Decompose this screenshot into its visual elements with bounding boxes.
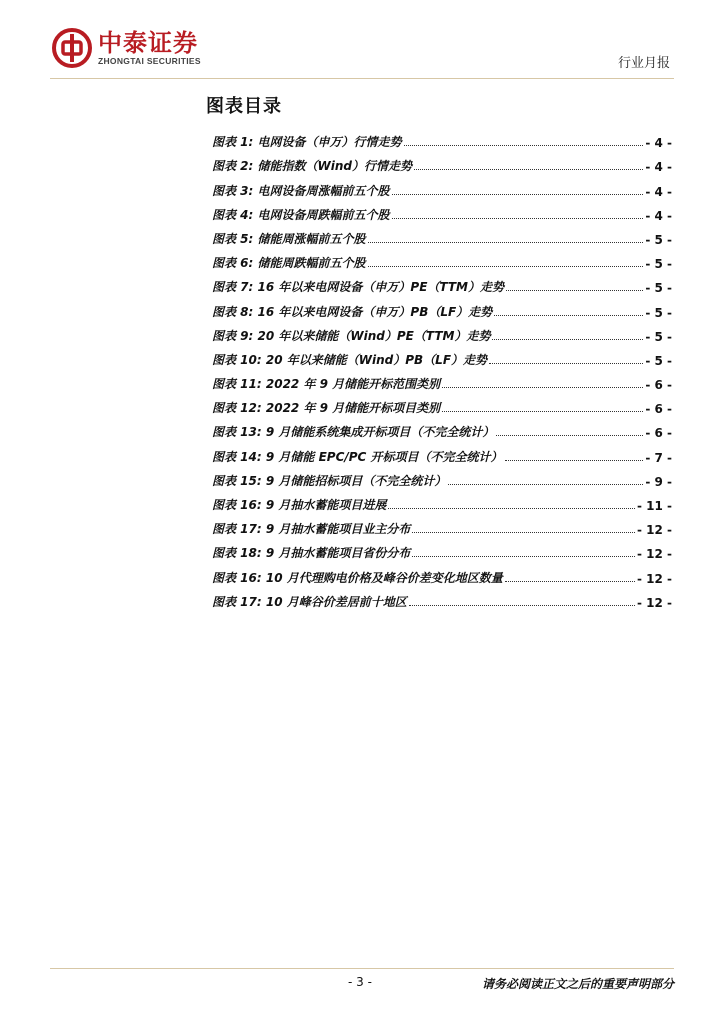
toc-item-text: 2022 年 9 月储能开标范围类别 (265, 377, 441, 392)
toc-item[interactable] (212, 392, 672, 416)
toc-item-text: 16 年以来电网设备（申万）PE（TTM）走势 (257, 280, 504, 295)
toc-item[interactable] (212, 320, 672, 344)
toc-item-label: 图表 1: (212, 135, 254, 150)
toc-item-text: 电网设备周涨幅前五个股 (257, 183, 390, 198)
toc-item-page: - 11 - (636, 499, 672, 513)
toc-item-page: - 4 - (645, 208, 672, 223)
toc-leader (505, 581, 635, 582)
toc-leader (392, 218, 644, 219)
toc-item-label: 图表 8: (212, 304, 254, 319)
toc-leader (489, 363, 643, 364)
toc-leader (442, 411, 643, 412)
toc-item-text: 9 月储能招标项目（不完全统计） (265, 473, 447, 488)
toc-list (212, 126, 672, 610)
toc-leader (412, 556, 635, 557)
toc-item[interactable] (212, 174, 672, 198)
toc-item-text: 储能指数（Wind）行情走势 (257, 159, 412, 174)
toc-item-page: - 12 - (636, 595, 672, 610)
toc-item[interactable] (212, 150, 672, 174)
toc-item-label: 图表 13: (212, 425, 262, 440)
toc-leader (414, 169, 643, 170)
toc-leader (448, 484, 643, 485)
toc-item-page: - 6 - (645, 402, 672, 417)
toc-item-text: 10 月代理购电价格及峰谷价差变化地区数量 (265, 570, 503, 585)
toc-item-page: - 5 - (645, 305, 672, 320)
toc-leader (494, 315, 643, 316)
toc-item-page: - 4 - (645, 136, 672, 151)
toc-item-page: - 4 - (645, 160, 672, 175)
toc-item[interactable] (212, 513, 672, 537)
toc-item-page: - 7 - (645, 450, 672, 465)
toc-item-label: 图表 16: (212, 498, 262, 512)
toc-item-label: 图表 10: (212, 352, 262, 367)
toc-item-label: 图表 9: (212, 328, 254, 343)
toc-item-label: 图表 18: (212, 546, 262, 561)
company-logo (52, 28, 201, 68)
toc-leader (368, 242, 644, 243)
footer-divider (50, 968, 674, 969)
toc-item[interactable] (212, 561, 672, 585)
toc-item-label: 图表 4: (212, 207, 254, 222)
toc-item-label: 图表 17: (212, 522, 262, 537)
toc-item[interactable] (212, 344, 672, 368)
page-header (0, 0, 724, 80)
disclaimer-text: 请务必阅读正文之后的重要声明部分 (481, 977, 674, 991)
toc-item-page: - 5 - (645, 281, 672, 296)
toc-item-label: 图表 5: (212, 231, 254, 246)
toc-item-text: 储能周跌幅前五个股 (257, 256, 366, 271)
toc-item[interactable] (212, 247, 672, 271)
toc-item-page: - 12 - (636, 523, 672, 538)
toc-leader (505, 460, 644, 461)
toc-item-label: 图表 6: (212, 256, 254, 271)
toc-leader (412, 532, 635, 533)
toc-item[interactable] (212, 295, 672, 319)
toc-item-text: 电网设备周跌幅前五个股 (257, 207, 390, 222)
toc-item-text: 9 月储能 EPC/PC 开标项目（不完全统计） (265, 449, 503, 464)
toc-leader (442, 387, 643, 388)
toc-item-label: 图表 2: (212, 159, 254, 174)
toc-item-text: 20 年以来储能（Wind）PB（LF）走势 (265, 352, 488, 367)
toc-item-text: 2022 年 9 月储能开标项目类别 (265, 401, 441, 416)
header-divider (50, 78, 674, 79)
toc-item-text: 9 月储能系统集成开标项目（不完全统计） (265, 425, 495, 440)
toc-leader (492, 339, 643, 340)
toc-item[interactable] (212, 368, 672, 392)
toc-item[interactable] (212, 271, 672, 295)
report-type: 行业月报 (617, 56, 670, 71)
toc-item[interactable] (212, 537, 672, 561)
toc-title: 图表目录 (206, 96, 282, 117)
toc-item-label: 图表 11: (212, 377, 262, 392)
toc-item-label: 图表 16: (212, 570, 262, 585)
toc-item-page: - 5 - (645, 232, 672, 247)
toc-item-page: - 5 - (645, 257, 672, 272)
toc-item[interactable] (212, 586, 672, 610)
toc-leader (404, 145, 644, 146)
toc-item[interactable] (212, 440, 672, 464)
toc-item[interactable] (212, 126, 672, 150)
toc-item-page: - 4 - (645, 184, 672, 199)
toc-item[interactable] (212, 223, 672, 247)
toc-item-page: - 5 - (645, 329, 672, 344)
toc-item-label: 图表 7: (212, 280, 254, 295)
toc-item-page: - 6 - (645, 426, 672, 441)
toc-item[interactable] (212, 416, 672, 440)
toc-item-text: 9 月抽水蓄能项目进展 (265, 498, 387, 512)
toc-leader (368, 266, 644, 267)
toc-item[interactable] (212, 199, 672, 223)
toc-item[interactable] (212, 489, 672, 513)
toc-leader (388, 508, 635, 509)
toc-item-text: 储能周涨幅前五个股 (257, 231, 366, 246)
toc-item[interactable] (212, 465, 672, 489)
toc-item-label: 图表 12: (212, 401, 262, 416)
zhongtai-logo-icon (52, 28, 92, 68)
toc-item-text: 10 月峰谷价差居前十地区 (265, 594, 407, 609)
toc-item-page: - 5 - (645, 353, 672, 368)
toc-item-label: 图表 3: (212, 183, 254, 198)
toc-item-text: 9 月抽水蓄能项目省份分布 (265, 546, 411, 561)
toc-item-page: - 12 - (636, 547, 672, 562)
logo-english-name: ZHONGTAI SECURITIES (98, 56, 201, 66)
toc-item-label: 图表 17: (212, 594, 262, 609)
toc-item-label: 图表 15: (212, 473, 262, 488)
toc-item-page: - 9 - (645, 474, 672, 489)
toc-item-text: 16 年以来电网设备（申万）PB（LF）走势 (257, 304, 493, 319)
logo-chinese-name: 中泰证券 (98, 29, 198, 57)
toc-item-text: 20 年以来储能（Wind）PE（TTM）走势 (257, 328, 491, 343)
toc-leader (409, 605, 635, 606)
toc-item-page: - 12 - (636, 571, 672, 586)
toc-item-page: - 6 - (645, 378, 672, 393)
toc-item-label: 图表 14: (212, 449, 262, 464)
toc-item-text: 9 月抽水蓄能项目业主分布 (265, 522, 411, 537)
toc-leader (506, 290, 643, 291)
toc-leader (392, 194, 644, 195)
toc-item-text: 电网设备（申万）行情走势 (257, 135, 402, 150)
toc-leader (496, 435, 643, 436)
page-number: - 3 - (348, 975, 372, 989)
